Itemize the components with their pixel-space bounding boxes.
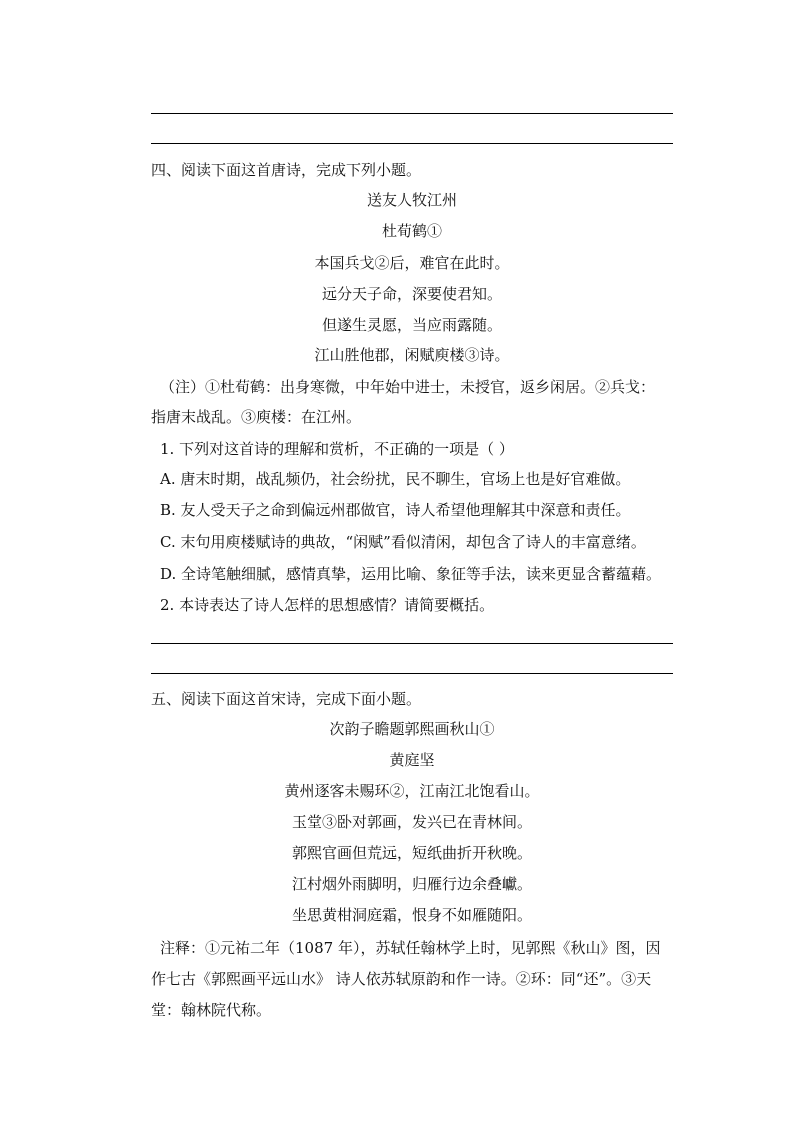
poem4-line: 江山胜他郡，闲赋庾楼③诗。	[314, 346, 510, 364]
section5-heading: 五、阅读下面这首宋诗，完成下面小题。	[151, 690, 422, 708]
answer-line	[151, 143, 673, 144]
poem5-note: 注释：①元祐二年（1087 年），苏轼任翰林学上时，见郭熙《秋山》图，因	[160, 939, 661, 957]
poem5-author: 黄庭坚	[389, 751, 435, 769]
poem5-title: 次韵子瞻题郭熙画秋山①	[329, 720, 495, 738]
poem5-note-cont: 堂：翰林院代称。	[151, 1001, 272, 1019]
q1-option-d: D. 全诗笔触细腻，感情真挚，运用比喻、象征等手法，读来更显含蓄蕴藉。	[160, 565, 662, 583]
answer-line	[151, 113, 673, 114]
poem4-note: （注）①杜荀鹤：出身寒微，中年始中进士，未授官，返乡闲居。②兵戈：	[160, 378, 656, 396]
poem4-line: 远分天子命，深要使君知。	[321, 285, 502, 303]
poem4-title: 送友人牧江州	[366, 191, 457, 209]
poem4-note-cont: 指唐末战乱。③庾楼：在江州。	[151, 408, 362, 426]
poem5-note-cont: 作七古《郭熙画平远山水》 诗人依苏轼原韵和作一诗。②环：同“还”。③天	[151, 970, 652, 988]
poem5-line: 郭熙官画但荒远，短纸曲折开秋晚。	[291, 844, 532, 862]
question-1: 1. 下列对这首诗的理解和赏析，不正确的一项是（ ）	[160, 440, 514, 458]
poem4-author: 杜荀鹤①	[381, 222, 442, 240]
question-2: 2. 本诗表达了诗人怎样的思想感情？请简要概括。	[160, 596, 495, 614]
poem4-line: 本国兵戈②后，难官在此时。	[314, 254, 510, 272]
poem5-line: 江村烟外雨脚明，归雁行边余叠巘。	[291, 875, 532, 893]
answer-line	[151, 643, 673, 644]
q1-option-b: B. 友人受天子之命到偏远州郡做官，诗人希望他理解其中深意和责任。	[160, 501, 631, 519]
q1-option-c: C. 末句用庾楼赋诗的典故，“闲赋”看似清闲，却包含了诗人的丰富意绪。	[160, 533, 646, 551]
q1-option-a: A. 唐末时期，战乱频仍，社会纷扰，民不聊生，官场上也是好官难做。	[160, 470, 631, 488]
section4-heading: 四、阅读下面这首唐诗，完成下列小题。	[151, 161, 422, 179]
answer-line	[151, 673, 673, 674]
poem5-line: 坐思黄柑洞庭霜，恨身不如雁随阳。	[291, 906, 532, 924]
poem5-line: 黄州逐客未赐环②，江南江北饱看山。	[284, 782, 540, 800]
poem4-line: 但遂生灵愿，当应雨露随。	[321, 316, 502, 334]
poem5-line: 玉堂③卧对郭画，发兴已在青林间。	[291, 813, 532, 831]
